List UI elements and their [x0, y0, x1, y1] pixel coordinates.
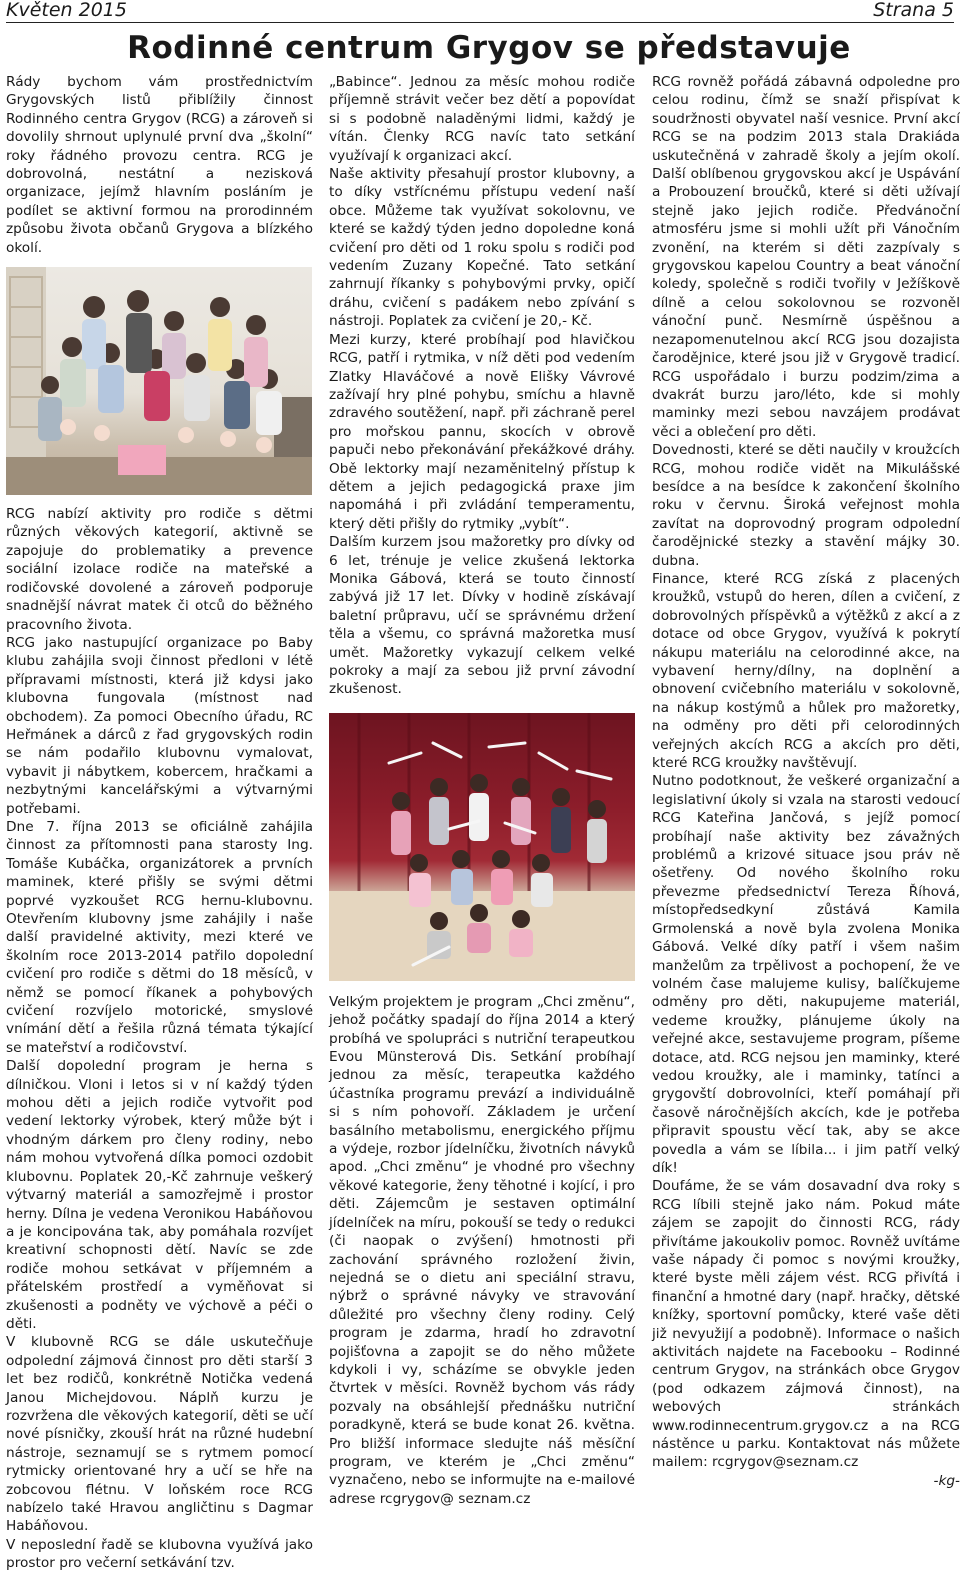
- author-signature: -kg-: [933, 1472, 960, 1489]
- page-header: [6, 0, 954, 23]
- paragraph: RCG nabízí aktivity pro rodiče s dětmi různých věkových kategorií, aktivně se zapojuje do problematiky a prevence sociální izolace rodiče na mateřské a rodičovské dovolené a zároveň podporuje snadnější návrat matek či otců do běžného pracovního života.: [6, 506, 313, 633]
- paragraph: Dovednosti, které se děti naučily v kroužcích RCG, mohou rodiče vidět na Mikulášské besídce a na besídce k zakončení školního roku v červnu. Široká veřejnost mohla zavítat na doprovodný program odpolední čarodějnické stezky a stavění májky 30. dubna.: [652, 442, 960, 569]
- issue-date: Květen 2015: [6, 0, 127, 21]
- group-photo: [6, 267, 312, 495]
- page-number: Strana 5: [873, 0, 954, 21]
- paragraph: RCG rovněž pořádá zábavná odpoledne pro celou rodinu, čímž se snaží přispívat k soudržnosti obyvatel naší vesnice. První akcí RCG se na podzim 2013 stala Drakiáda uskutečněná v zahradě školy a jejím okolí. Další oblíbenou grygovskou akcí je Uspávání a Probouzení broučků, které si děti užívají stejně jako jejich rodiče. Předvánoční atmosféru jsme si mohli užít při Vánočním zvonění, na kterém si děti zazpívaly s grygovskou kapelou Country a beat vánoční koledy, společně s rodiči tvořily v Ježíškově dílně a celou sokolovnou se rozvoněl vánoční punč. Nesmírně úspěšnou a nezapomenutelnou akcí RCG jsou dozajista čarodějnice, které jsou již v Grygově tradicí. RCG uspořádalo i burzu podzim/zima a dvakrát burzu jaro/léto, kde si mohly maminky mezi sebou navzájem prodávat věci a oblečení pro děti.: [652, 74, 960, 440]
- paragraph: Dne 7. října 2013 se oficiálně zahájila činnost za přítomnosti pana starosty Ing. Tomáše Kubáčka, organizátorek a prvních maminek, které přišly se svými dětmi poprvé vyzkoušet RCG hernu-klubovnu. Otevřením klubovny jsme zahájily i naše další pravidelné aktivity, mezi které ve školním roce 2013-2014 patřilo dopolední cvičení pro rodiče s dětmi do 18 měsíců, v němž se pomocí říkanek a pohybových cvičení rozvíjelo motorické, smyslové vnímání dětí a řešila různá témata týkající se mateřství a rodičovství.: [6, 818, 313, 1056]
- paragraph: Dalším kurzem jsou mažoretky pro dívky od 6 let, trénuje je velice zkušená lektorka Monika Gábová, která se touto činností zabývá již 17 let. Dívky v hodině získávají baletní průpravu, učí se správnému držení těla a všemu, co správná mažoretka musí umět. Mažoretky vykazují celkem velké pokroky a mají za sebou již první závodní zkušenost.: [329, 534, 635, 698]
- paragraph: Velkým projektem je program „Chci změnu“, jehož počátky spadají do října 2014 a který probíhá ve spolupráci s nutriční terapeutkou Evou Münsterová Dis. Setkání probíhají jednou za měsíc, terapeutka každého účastníka programu prevází a individuálně si s ním pohovoří. Základem je určení basálního metabolismu, energického příjmu a výdeje, rozbor jídelníčku, životních návyků apod. „Chci změnu“ je vhodné pro všechny věkové kategorie, ženy těhotné i kojící, i pro děti. Zájemcům je sestaven optimální jídelníček na míru, pokouší se tedy o redukci (či naopak o zvýšení) hmotnosti při zachování správného rozložení živin, nejedná se o dietu ani speciální stravu, nýbrž o správné návyky ve stravování důležité pro všechny členy rodiny. Celý program je zdarma, hradí ho zdravotní pojišťovna a zapojit se do něho můžete kdykoli i vy, scházíme se obvykle jeden čtvrtek v měsíci. Rovněž bychom vás rády pozvaly na obsáhlejší přednášku nutriční poradkyně, která se bude konat 26. května. Pro bližší informace sledujte náš měsíční program, ve kterém je „Chci změnu“ vyznačeno, nebo se informujte na e-mailové adrese rcgrygov@ seznam.cz: [329, 993, 635, 1507]
- column-2: [329, 73, 635, 1508]
- paragraph: Mezi kurzy, které probíhají pod hlavičkou RCG, patří i rytmika, v níž děti pod vedením Zlatky Hlaváčové a nově Elišky Vávrové zažívají hry plné pohybu, smíchu a hlavně zdravého soutěžení, např. při záchraně perel pro mořskou pannu, skocích v obrově papuči nebo překonávání překážkové dráhy. Obě lektorky mají nezaměnitelný přístup k dětem a jejich pedagogická praxe jim napomáhá i při zvládání temperamentu, který děti přišly do rytmiky „vybít“.: [329, 331, 635, 532]
- column-3: [652, 73, 960, 1490]
- paragraph: Nutno podotknout, že veškeré organizační a legislativní úkoly si vzala na starosti vedoucí RCG Kateřina Jančová, s jejíž pomocí probíhají naše aktivity bez závažných problémů a krizové situace jsou práv ně ošetřeny. Od nového školního roku převezme předsednictví Tereza Říhová, místopředsedkyní zůstává Kamila Grmolenská a nově byla zvolena Monika Gábová. Velké díky patří i všem našim manželům za trpělivost a pochopení, že ve volném čase malujeme kulisy, balíčkujeme odměny pro děti, nakupujeme materiál, vedeme kroužky, plánujeme úkoly na veřejné akce, sestavujeme program, píšeme dotace, atd. RCG nejsou jen maminky, které vedou kroužky, ale i maminky, tatínci a grygovští dobrovolníci, kteří pomáhají při časově náročnějších akcích, kde je potřeba připravit spoustu věcí tak, aby se akce povedla a vám se líbila... i jim patří velký dík!: [652, 773, 960, 1176]
- majorettes-photo: [329, 713, 635, 981]
- article-title: Rodinné centrum Grygov se představuje: [127, 30, 851, 66]
- paragraph: Doufáme, že se vám dosavadní dva roky s RCG líbili stejně jako nám. Pokud máte zájem se zapojit do činnosti RCG, rády přivítáme jakoukoliv pomoc. Rovněž uvítáme vaše nápady či pomoc s novými kroužky, které byste měli zájem vést. RCG přivítá i finanční a hmotné dary (např. hračky, dětské knížky, sportovní pomůcky, které vaše děti již nevyužijí a podobně). Informace o našich aktivitách najdete na Facebooku – Rodinné centrum Grygov, na stránkách obce Grygov (pod odkazem zájmová činnost), na webových stránkách www.rodinnecentrum.grygov.cz a na RCG nástěnce u parku. Kontaktovat nás můžete mailem: rcgrygov@seznam.cz: [652, 1178, 960, 1471]
- paragraph: Finance, které RCG získá z placených kroužků, vstupů do heren, dílen a cvičení, z dobrovolných příspěvků a výtěžků z akcí a z dotace od obce Grygov, využívá k pokrytí nákupu materiálu na celorodinné akce, na vybavení herny/dílny, na doplnění a obnovení cvičebního materiálu v sokolovně, na nákup kostýmů a hůlek pro mažoretky, na odměny pro děti při celorodinných veřejných akcích RCG a akcích pro děti, které RCG kroužky navštěvují.: [652, 570, 960, 772]
- paragraph: Rády bychom vám prostřednictvím Grygovských listů přiblížily činnost Rodinného centra Grygov (RCG) a zároveň si dovolily shrnout uplynulé první dva „školní“ roky řádného provozu centra. RCG je dobrovolná, nestátní a nezisková organizace, jejímž hlavním posláním je podílet se aktivní formou na prorodinném způsobu života občanů Grygova a blízkého okolí.: [6, 74, 313, 256]
- paragraph: Další dopolední program je herna s dílničkou. Vloni i letos si v ní každý týden mohou děti a jejich rodiče vytvořit pod vedení lektorky výrobek, který může být i vhodným dárkem pro členy rodiny, nebo nám mohou vytvořená dílka pomoci ozdobit klubovnu. Poplatek 20,-Kč zahrnuje veškerý výtvarný materiál a samozřejmě i prostor herny. Dílna je vedena Veronikou Habáňovou a je koncipována tak, aby pomáhala rozvíjet kreativní schopnosti dětí. Navíc se zde rodiče mohou setkávat v příjemném a přátelském prostředí a vyměňovat si zkušenosti a podněty ve výchově a péči o děti.: [6, 1058, 313, 1332]
- paragraph: V klubovně RCG se dále uskutečňuje odpolední zájmová činnost pro děti starší 3 let bez rodičů, konkrétně Notička vedená Janou Michejdovou. Náplň kurzu je rozvržena dle věkových kategorií, děti se učí nové písničky, zkouší hrát na různé hudební nástroje, seznamují se s rytmem pomocí rytmicky orientované hry a učí se hře na zobcovou flétnu. V loňském roce RCG nabízelo také Hravou angličtinu s Dagmar Habáňovou.: [6, 1334, 313, 1535]
- paragraph: Naše aktivity přesahují prostor klubovny, a to díky vstřícnému přístupu vedení naší obce. Můžeme tak využívat sokolovnu, ve které se každý týden jedno dopoledne koná cvičení pro děti od 1 roku spolu s rodiči pod vedením Zuzany Kopečné. Tato setkání zahrnují říkanky s pohybovými prvky, opičí dráhu, cvičení s padákem nebo zpívání s nástroji. Poplatek za cvičení je 20,- Kč.: [329, 166, 635, 330]
- column-1: [6, 73, 313, 1573]
- paragraph: RCG jako nastupující organizace po Baby klubu zahájila svoji činnost předloni v létě přípravami místnosti, která již kdysi jako klubovna fungovala (místnost nad obchodem). Za pomoci Obecního úřadu, RC Heřmánek a dárců z řad grygovských rodin se nám podařilo klubovnu vymalovat, vybavit ji nábytkem, kobercem, hračkami a nezbytnými kancelářskými a výtvarnými potřebami.: [6, 634, 313, 817]
- paragraph: „Babince“. Jednou za měsíc mohou rodiče příjemně strávit večer bez dětí a popovídat si s podobně naladěnými lidmi, každý je vítán. Členky RCG navíc tato setkání využívají k organizaci akcí.: [329, 74, 635, 164]
- paragraph: V neposlední řadě se klubovna využívá jako prostor pro večerní setkávání tzv.: [6, 1536, 313, 1572]
